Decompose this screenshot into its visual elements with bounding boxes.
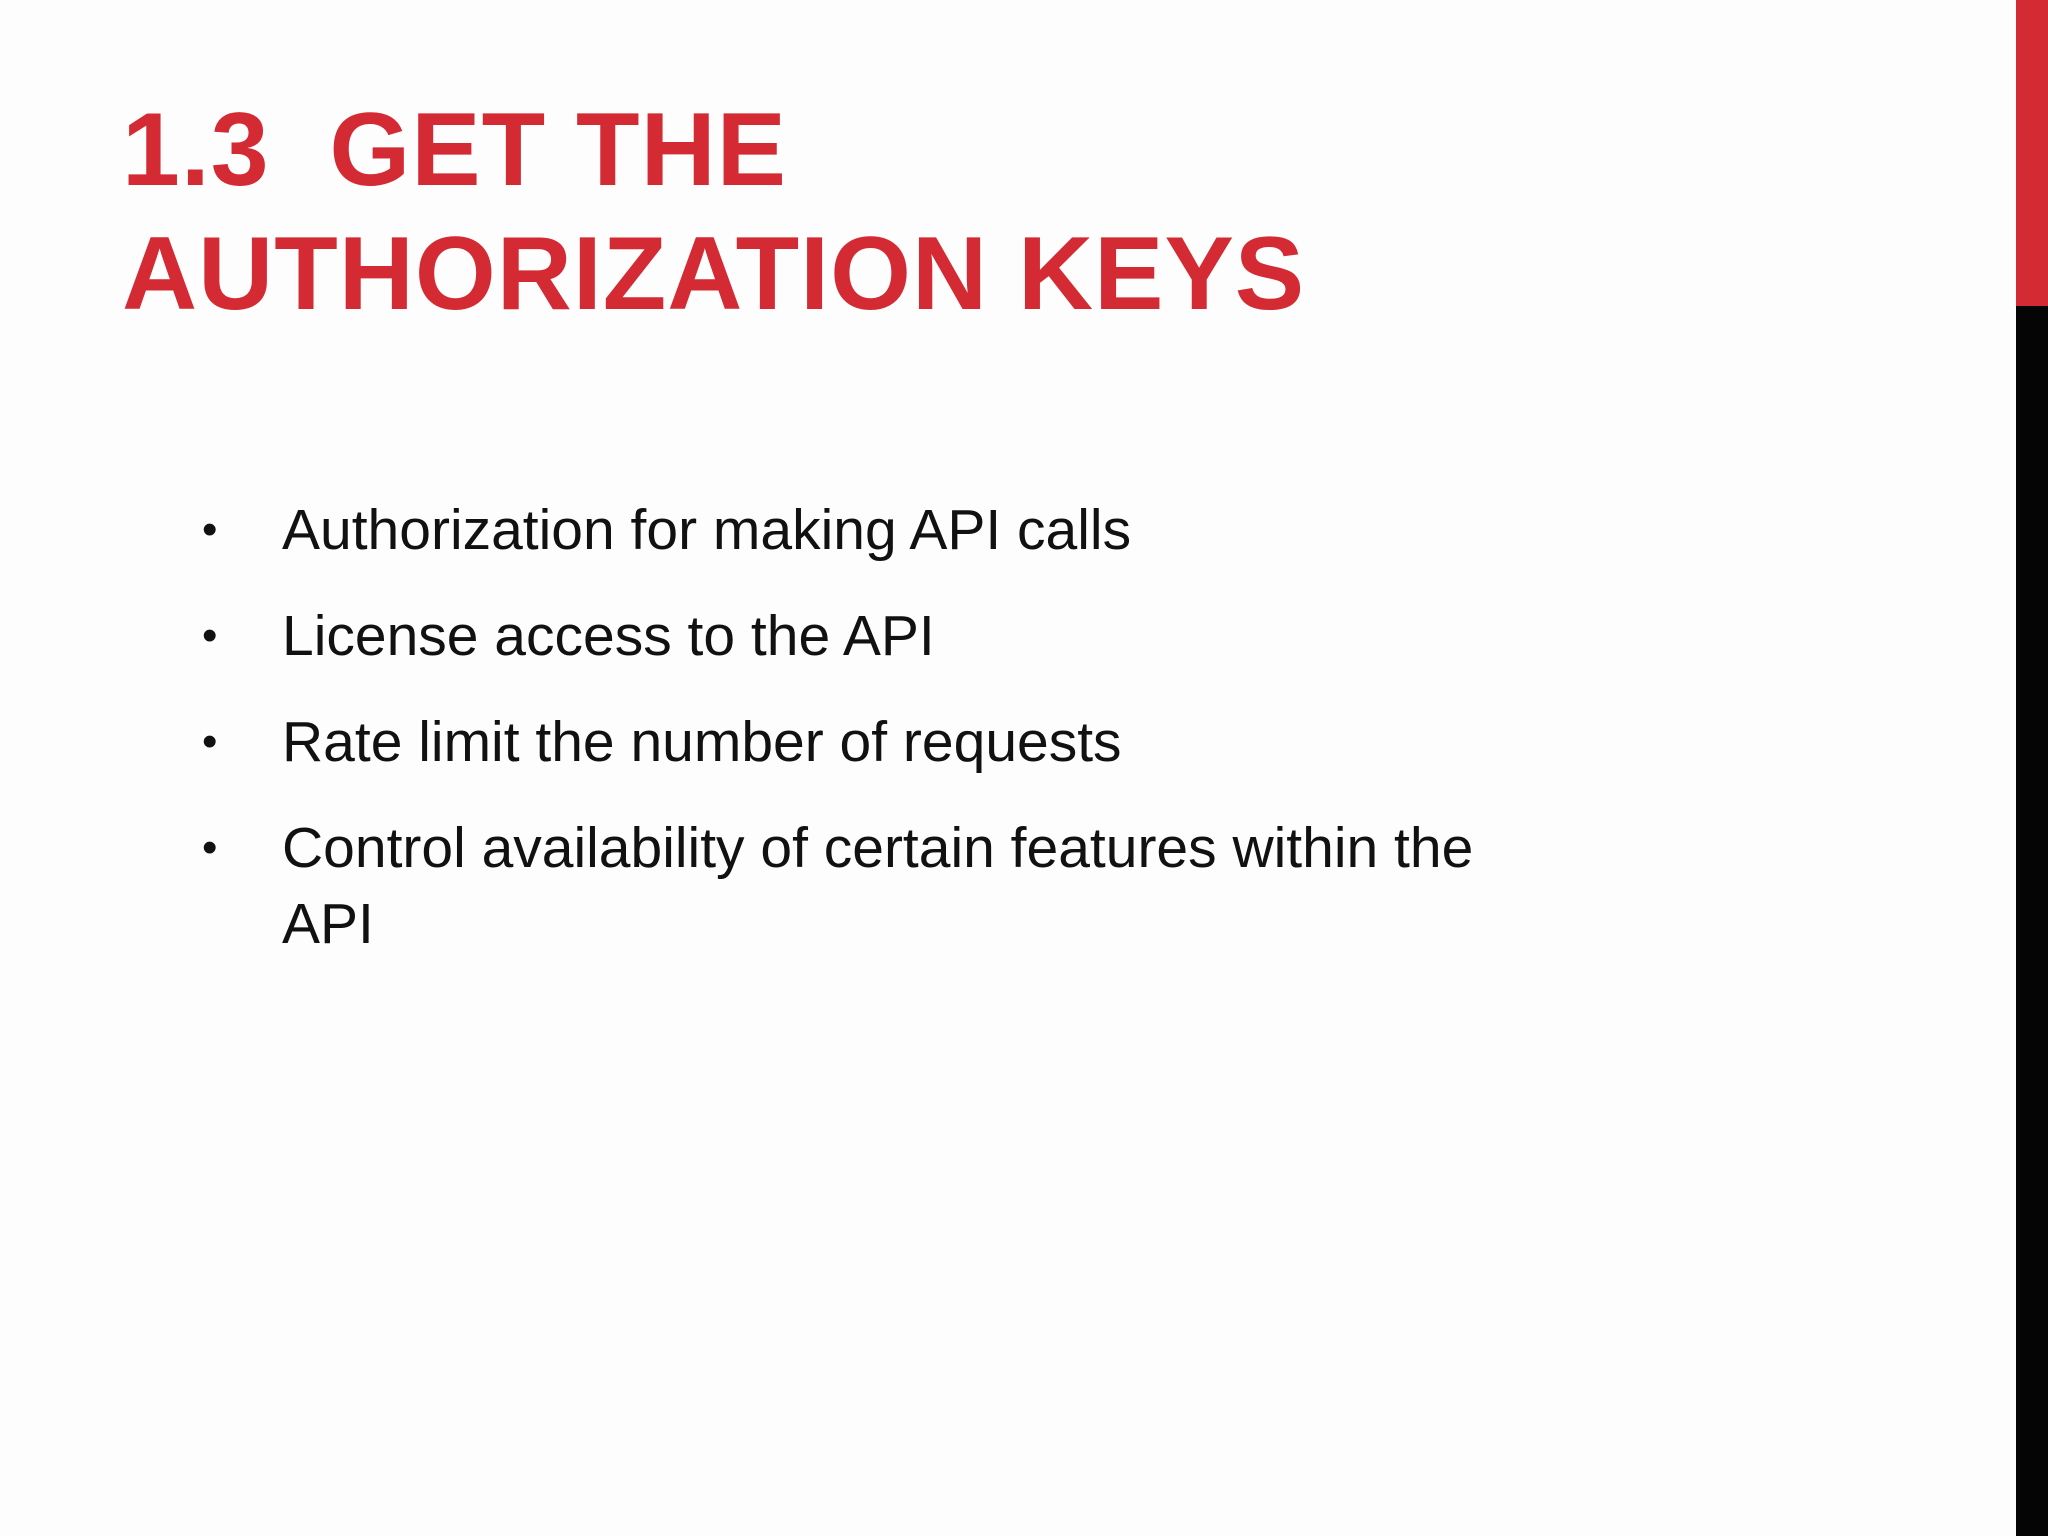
bullet-item [200,704,1540,780]
bullet-text: Rate limit the number of requests [282,710,1122,774]
bullet-text: License access to the API [282,604,935,668]
bullet-text: Authorization for making API calls [282,498,1132,562]
slide-title-line-1: 1.3 GET THE [122,92,788,208]
bullet-text: Control availability of certain features within the API [282,816,1474,956]
bullet-list [200,492,1540,992]
bullet-dot-icon: • [202,717,218,766]
slide-title [122,88,1622,336]
bullet-dot-icon: • [202,505,218,554]
accent-bar-red [2016,0,2048,306]
bullet-item [200,598,1540,674]
bullet-item [200,810,1540,962]
bullet-dot-icon: • [202,823,218,872]
bullet-dot-icon: • [202,611,218,660]
accent-bar-black [2016,306,2048,1536]
slide-title-line-2: AUTHORIZATION KEYS [122,216,1306,332]
bullet-item [200,492,1540,568]
